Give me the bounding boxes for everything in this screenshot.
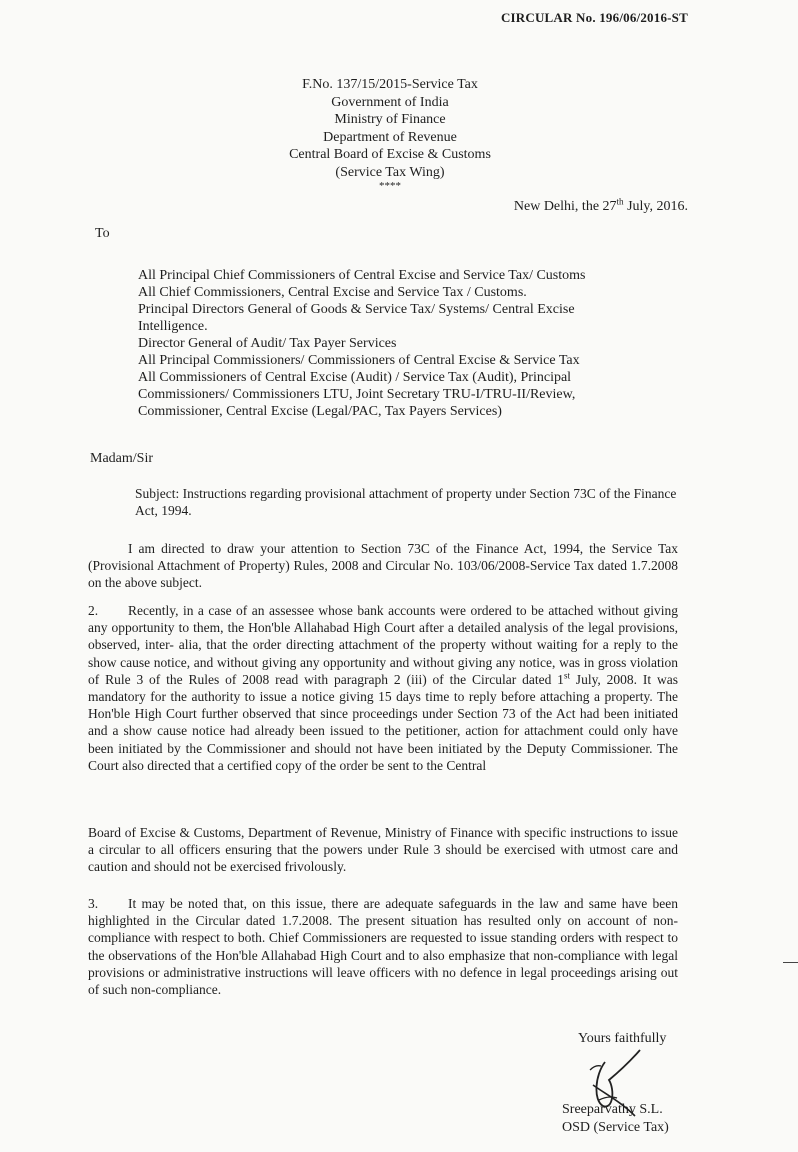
addressee-line: Commissioners/ Commissioners LTU, Joint Secretary TRU-I/TRU-II/Review, bbox=[138, 387, 576, 402]
wing-line: (Service Tax Wing) bbox=[335, 164, 445, 180]
government-line: Government of India bbox=[331, 94, 449, 110]
subject-line: Subject: Instructions regarding provisional attachment of property under Section 73C of the Finance Act, 1994. bbox=[135, 486, 677, 518]
signatory-designation: OSD (Service Tax) bbox=[562, 1120, 669, 1135]
ministry-line: Ministry of Finance bbox=[334, 112, 446, 127]
board-line: Central Board of Excise & Customs bbox=[289, 147, 491, 162]
salutation: Madam/Sir bbox=[90, 451, 153, 466]
closing-phrase: Yours faithfully bbox=[578, 1031, 667, 1046]
paragraph-number: 3. bbox=[88, 896, 99, 911]
addressee-line: All Principal Chief Commissioners of Central Excise and Service Tax/ Customs bbox=[138, 268, 586, 283]
letter-date: New Delhi, the 27th July, 2016. bbox=[513, 196, 688, 214]
paragraph-3: 3. It may be noted that, on this issue, there are adequate safeguards in the law and same have been highlighted in the Circular dated 1.7.2008. The present situation has resulted only on account of non-compliance with respect to both. Chief Commissioners are requested to issue standing orders with respect to the observations of the Hon'ble Allahabad High Court and to also emphasize that non-compliance with legal provisions or administrative instructions will leave officers with no defence in legal proceedings arising out of such non-compliance. bbox=[88, 896, 678, 998]
file-number: F.No. 137/15/2015-Service Tax bbox=[302, 77, 478, 92]
department-line: Department of Revenue bbox=[323, 129, 457, 145]
addressee-line: Principal Directors General of Goods & Service Tax/ Systems/ Central Excise bbox=[138, 302, 575, 317]
paragraph-2-continuation: Board of Excise & Customs, Department of Revenue, Ministry of Finance with specific instructions to issue a circular to all officers ensuring that the powers under Rule 3 should be exercised with utmost care and caution and should not be exercised frivolously. bbox=[88, 825, 678, 875]
to-label: To bbox=[95, 226, 110, 241]
signatory-block bbox=[562, 1101, 669, 1137]
addressee-line: Commissioner, Central Excise (Legal/PAC, Tax Payers Services) bbox=[138, 404, 502, 419]
header-stars: **** bbox=[379, 180, 401, 192]
addressee-line: Intelligence. bbox=[138, 319, 208, 334]
paragraph-2: 2. Recently, in a case of an assessee whose bank accounts were ordered to be attached without giving any opportunity to them, the Hon'ble Allahabad High Court after a detailed analysis of the legal provisions, observed, inter- alia, that the order directing attachment of the property without waiting for a reply to the show cause notice, and without giving any opportunity and without giving any notice, was in gross violation of Rule 3 of the Rules of 2008 read with paragraph 2 (iii) of the Circular dated 1st July, 2008. It was mandatory for the authority to issue a notice giving 15 days time to reply before attaching a property. The Hon'ble High Court further observed that since proceedings under Section 73 of the Act had been initiated and a show cause notice had already been issued to the petitioner, action for attachment could only have been initiated by the Commissioner and should not have been initiated by the Deputy Commissioner. The Court also directed that a certified copy of the order be sent to the Central bbox=[88, 603, 678, 773]
addressee-list bbox=[138, 267, 638, 420]
paragraph-1: I am directed to draw your attention to Section 73C of the Finance Act, 1994, the Service Tax (Provisional Attachment of Property) Rules, 2008 and Circular No. 103/06/2008-Service Tax dated 1.7.2008 on the above subject. bbox=[88, 541, 678, 591]
circular-number: CIRCULAR No. 196/06/2016-ST bbox=[500, 10, 688, 25]
addressee-line: All Chief Commissioners, Central Excise and Service Tax / Customs. bbox=[138, 285, 527, 300]
signatory-name: Sreeparvathy S.L. bbox=[562, 1102, 663, 1117]
paragraph-number: 2. bbox=[88, 603, 99, 618]
addressee-line: Director General of Audit/ Tax Payer Services bbox=[138, 336, 397, 351]
scan-edge-mark bbox=[783, 962, 798, 963]
letter-header bbox=[240, 76, 540, 191]
addressee-line: All Principal Commissioners/ Commissioners of Central Excise & Service Tax bbox=[138, 353, 580, 368]
addressee-line: All Commissioners of Central Excise (Audit) / Service Tax (Audit), Principal bbox=[138, 370, 572, 385]
